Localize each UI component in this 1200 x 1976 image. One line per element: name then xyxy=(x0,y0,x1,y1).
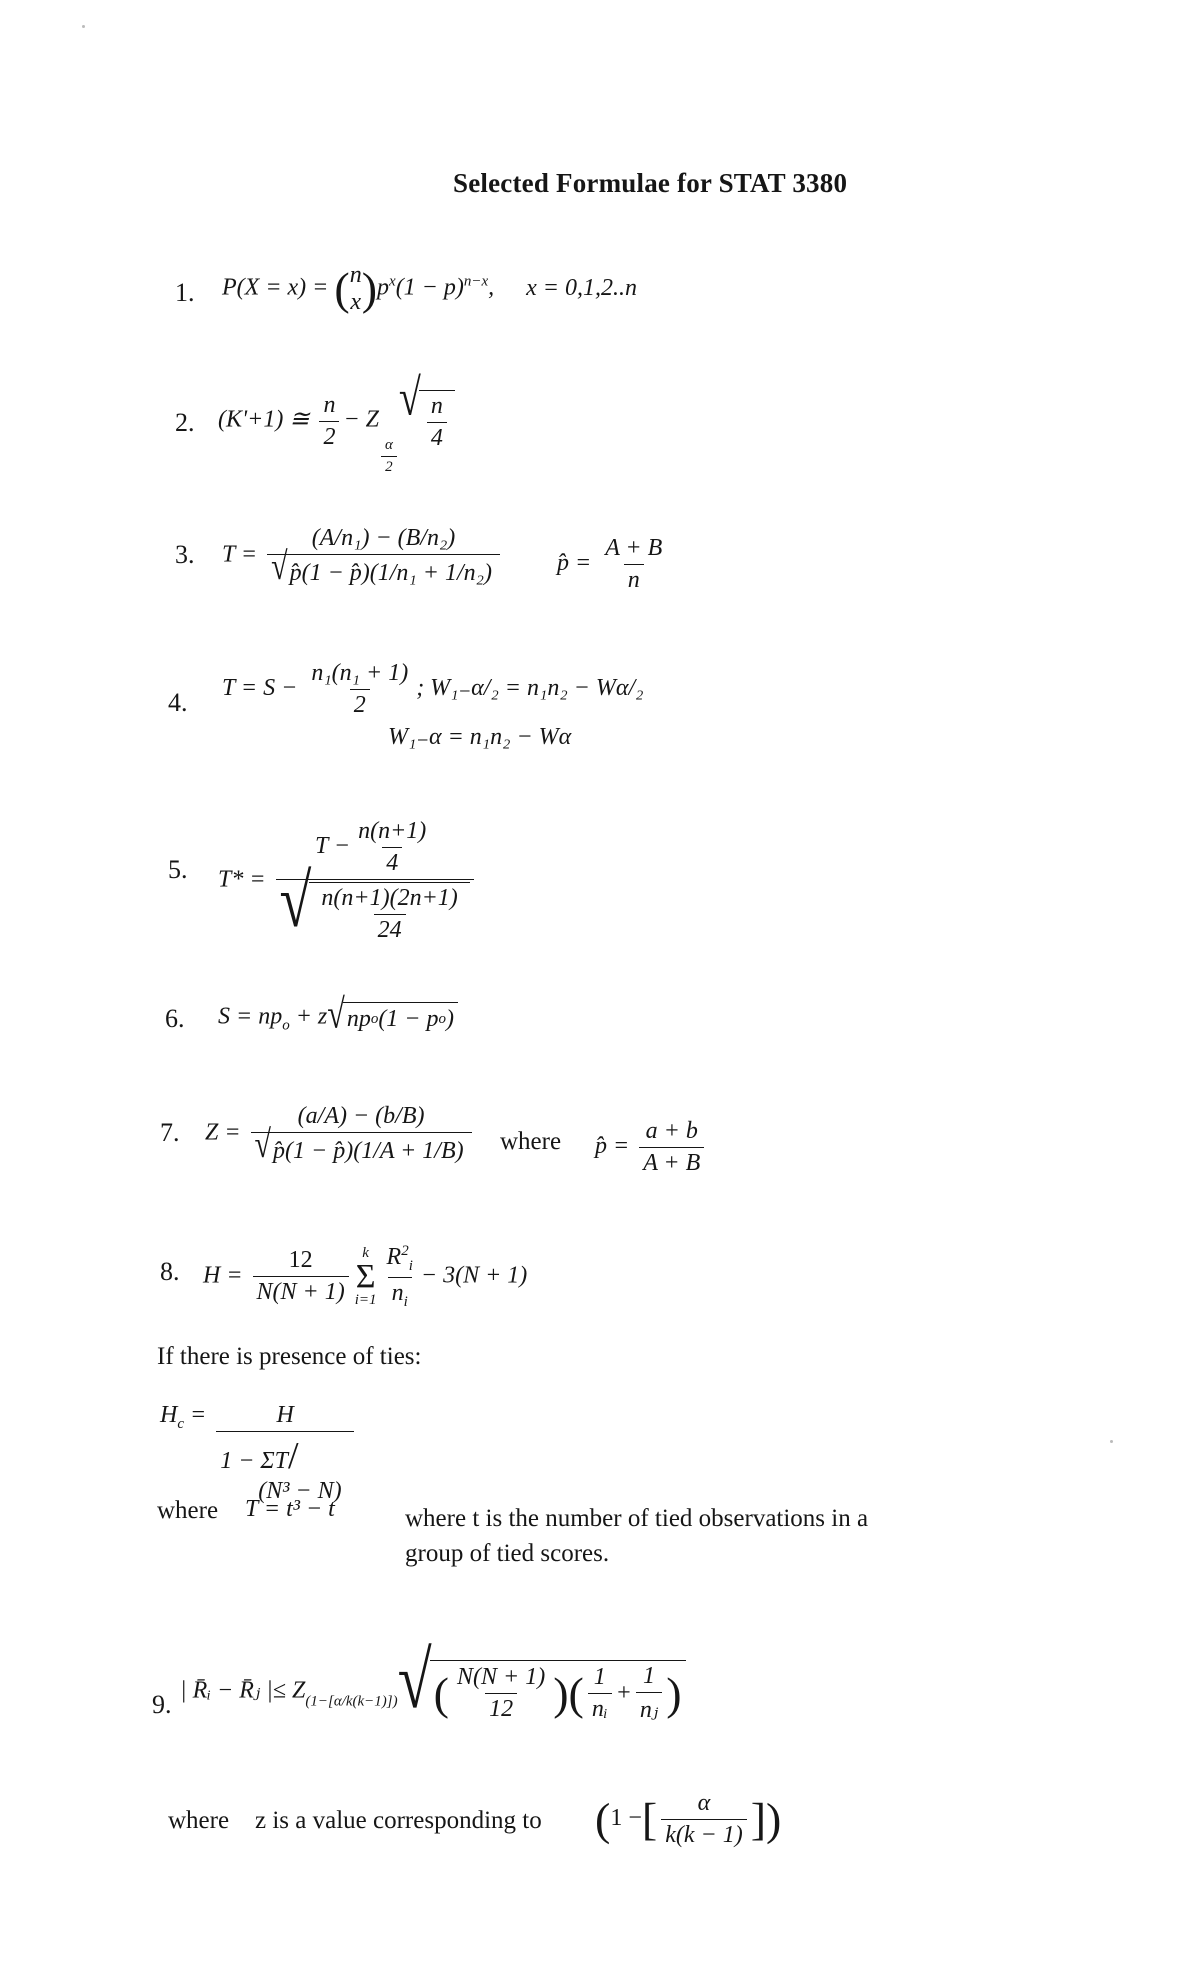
page-title: Selected Formulae for STAT 3380 xyxy=(453,168,848,198)
item-number-3: 3. xyxy=(175,540,195,569)
item-number-1: 1. xyxy=(175,278,195,307)
footer-expression: (1 −[ $\frac{\alpha}{k(k - 1)}$ ]) xyxy=(595,1790,782,1848)
formula-3-phat: p̂ = $\frac{A + B}{n}$ xyxy=(557,535,663,593)
formula-4: T = S − $\frac{\text{n₁(n₁ + 1)}}{2}$ ; W₁₋α/₂ = n₁n₂ − Wα/₂ xyxy=(222,660,644,718)
item-number-4: 4. xyxy=(168,688,188,717)
item-number-7: 7. xyxy=(160,1118,180,1147)
f2-fraction: $\frac{n}{2}$ xyxy=(319,392,339,451)
formula-2: (K'+1) ≅ $\frac{n}{2}$ − Z $\frac{\alpha}{2}$ √ $\frac{n}{4}$ xyxy=(218,390,455,476)
ties-intro: If there is presence of ties: xyxy=(157,1343,422,1370)
f8-sum: k Σ i=1 xyxy=(354,1244,377,1309)
item-number-2: 2. xyxy=(175,408,195,437)
footer-text: z is a value corresponding to xyxy=(255,1807,542,1834)
formula-7-phat: p̂ = $\frac{a + b}{A + B}$ xyxy=(595,1118,708,1177)
formula-4-line2: W₁₋α = n₁n₂ − Wα xyxy=(388,724,572,750)
item-number-9: 9. xyxy=(152,1690,172,1719)
f1-lhs: P(X = x) = xyxy=(222,274,329,301)
ties-note-line-2: group of tied scores. xyxy=(405,1540,610,1567)
ties-where-label: where xyxy=(157,1497,219,1524)
formula-7: Z = (a/A) − (b/B) √ p̂(1 − p̂)(1/A + 1/B) xyxy=(205,1103,476,1165)
formula-hc: $H_c$ = H 1 − ΣT/ (N³ − N) xyxy=(160,1402,358,1505)
formula-7-where: where xyxy=(500,1128,562,1155)
f1-binomial: n x xyxy=(349,262,362,315)
ties-where-formula: T = t³ − t xyxy=(245,1496,335,1522)
formula-9: | R̄ᵢ − R̄ⱼ |≤ $Z_{(1-[\alpha/k(k-1)])}$ √ ( $\frac{N(N + 1)}{12}$ )( $\frac{1}{\text{nᵢ}}$ + $\frac{1}{\text{nⱼ}}$ ) xyxy=(180,1660,686,1724)
formula-1: P(X = x) = ( n x )$p^x(1 - p)^{n-x}$, x = 0,1,2..n xyxy=(222,262,638,315)
item-number-6: 6. xyxy=(165,1004,185,1033)
formula-3: T = (A/n₁) − (B/n₂) √ p̂(1 − p̂)(1/n₁ + 1/n₂) xyxy=(222,525,504,587)
ties-note-line-1: where t is the number of tied observations in a xyxy=(405,1505,869,1532)
formula-6: $S = np_o + z$ √ np o (1 − p o ) xyxy=(218,1002,458,1034)
scan-speck xyxy=(1110,1440,1113,1443)
footer-where: where xyxy=(168,1807,230,1834)
item-number-5: 5. xyxy=(168,855,188,884)
scan-speck xyxy=(82,25,85,28)
f2-sqrt: √ $\frac{n}{4}$ xyxy=(399,390,455,452)
item-number-8: 8. xyxy=(160,1257,180,1286)
f1-domain: x = 0,1,2..n xyxy=(526,274,638,301)
formula-8: H = $\frac{12}{N(N + 1)}$ k Σ i=1 $\frac{R^2_i}{n_i}$ − 3(N + 1) xyxy=(203,1243,528,1310)
formula-5: T* = T − $\frac{n(n+1)}{4}$ √ $\frac{n(n+1)(2n+1)}{24}$ xyxy=(218,818,478,944)
